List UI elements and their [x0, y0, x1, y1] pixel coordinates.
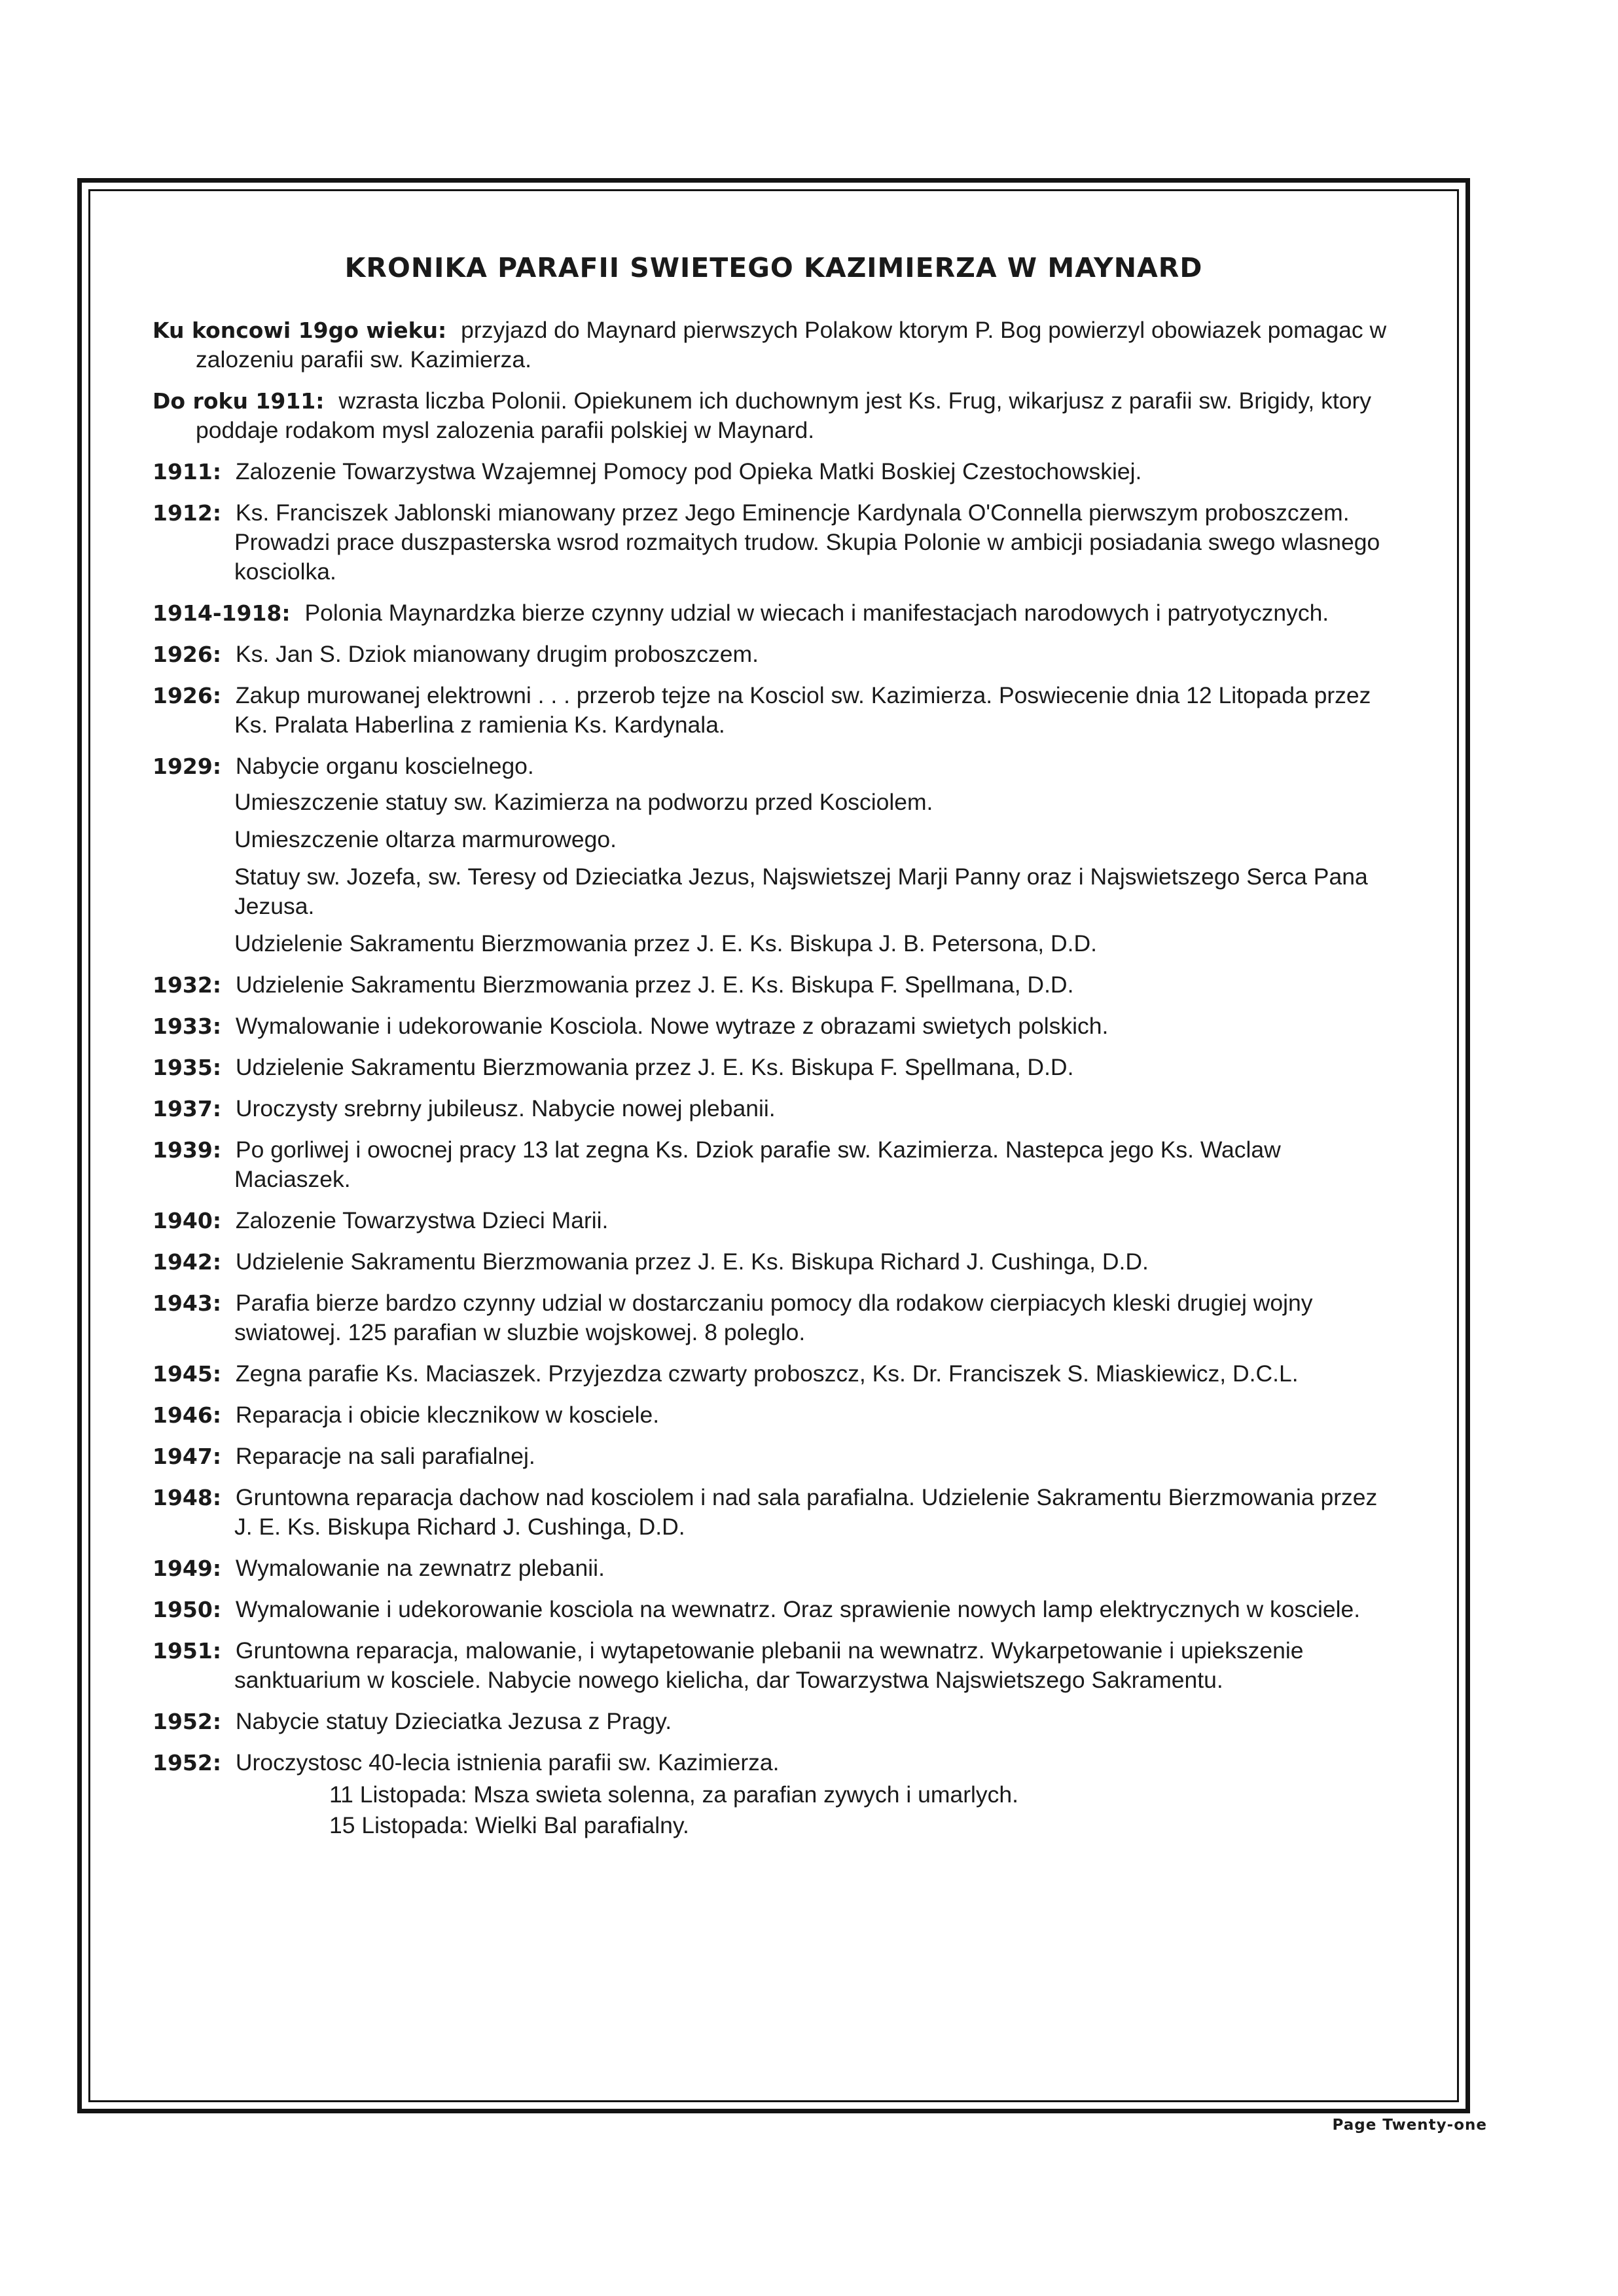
chronicle-entry: [153, 752, 1399, 781]
chronicle-list: [153, 316, 1399, 1842]
chronicle-entry: [153, 386, 1399, 445]
entry-text: przyjazd do Maynard pierwszych Polakow ktorym P. Bog powierzyl obowiazek pomagac w zalozeniu parafii sw. Kazimierza.: [196, 317, 1387, 373]
chronicle-entry: [153, 1442, 1399, 1471]
chronicle-entry: [153, 498, 1399, 587]
entry-text: Wymalowanie i udekorowanie Kosciola. Nowe wytraze z obrazami swietych polskich.: [235, 1013, 1109, 1039]
sub-entry: Umieszczenie statuy sw. Kazimierza na podworzu przed Kosciolem.: [234, 789, 933, 815]
entry-year: 1945:: [153, 1361, 222, 1387]
entry-year: 1942:: [153, 1249, 222, 1275]
entry-text: Gruntowna reparacja dachow nad kosciolem i nad sala parafialna. Udzielenie Sakramentu Bierzmowania przez J. E. Ks. Biskupa Richard J. Cushinga, D.D.: [234, 1484, 1378, 1540]
chronicle-entry: [153, 640, 1399, 669]
entry-year: 1940:: [153, 1208, 222, 1233]
entry-year: 1939:: [153, 1137, 222, 1163]
entry-year: 1946:: [153, 1402, 222, 1428]
entry-text: Wymalowanie na zewnatrz plebanii.: [235, 1555, 605, 1581]
entry-text: Udzielenie Sakramentu Bierzmowania przez J. E. Ks. Biskupa F. Spellmana, D.D.: [235, 1054, 1074, 1080]
entry-text: Uroczystosc 40-lecia istnienia parafii sw. Kazimierza.: [235, 1749, 780, 1776]
entry-text: Ks. Jan S. Dziok mianowany drugim proboszczem.: [235, 641, 759, 667]
entry-text: Zegna parafie Ks. Maciaszek. Przyjezdza czwarty proboszcz, Ks. Dr. Franciszek S. Miaskiewicz, D.C.L.: [235, 1360, 1299, 1387]
sub-entry: Statuy sw. Jozefa, sw. Teresy od Dzieciatka Jezus, Najswietszej Marji Panny oraz i Najswietszego Serca Pana Jezusa.: [234, 864, 1368, 919]
page-number: Page Twenty-one: [1332, 2117, 1487, 2134]
entry-text: wzrasta liczba Polonii. Opiekunem ich duchownym jest Ks. Frug, wikarjusz z parafii sw. Brigidy, ktory poddaje rodakom mysl zalozenia parafii polskiej w Maynard.: [196, 388, 1372, 443]
entry-text: Po gorliwej i owocnej pracy 13 lat zegna Ks. Dziok parafie sw. Kazimierza. Nastepca jego Ks. Waclaw Maciaszek.: [234, 1137, 1281, 1192]
chronicle-entry: [153, 457, 1399, 486]
entry-text: Zalozenie Towarzystwa Wzajemnej Pomocy pod Opieka Matki Boskiej Czestochowskiej.: [235, 458, 1142, 484]
chronicle-entry: [153, 1247, 1399, 1277]
entry-year: 1937:: [153, 1096, 222, 1121]
entry-text: Udzielenie Sakramentu Bierzmowania przez J. E. Ks. Biskupa Richard J. Cushinga, D.D.: [235, 1248, 1149, 1275]
chronicle-entry: [153, 1094, 1399, 1123]
chronicle-entry: [153, 1707, 1399, 1736]
entry-text: Parafia bierze bardzo czynny udzial w dostarczaniu pomocy dla rodakow cierpiacych kleski drugiej wojny swiatowej. 125 parafian w sluzbie wojskowej. 8 poleglo.: [234, 1290, 1313, 1345]
entry-year: 1949:: [153, 1556, 222, 1581]
entry-year: 1926:: [153, 683, 222, 708]
entry-year: 1948:: [153, 1485, 222, 1510]
entry-year: 1952:: [153, 1709, 222, 1734]
entry-year: 1914-1918:: [153, 600, 291, 626]
chronicle-entry: [153, 1554, 1399, 1583]
entry-text: Reparacja i obicie klecznikow w kosciele.: [235, 1402, 660, 1428]
entry-text: Polonia Maynardzka bierze czynny udzial w wiecach i manifestacjach narodowych i patryotycznych.: [304, 600, 1329, 626]
sub-entry: 15 Listopada: Wielki Bal parafialny.: [329, 1812, 689, 1838]
entry-year: 1912:: [153, 500, 222, 526]
chronicle-entry: [153, 1053, 1399, 1082]
entry-year: 1911:: [153, 459, 222, 484]
entry-year: 1947:: [153, 1444, 222, 1469]
entry-year: Do roku 1911:: [153, 388, 325, 414]
entry-year: 1935:: [153, 1055, 222, 1080]
entry-text: Zakup murowanej elektrowni . . . przerob tejze na Kosciol sw. Kazimierza. Poswiecenie dnia 12 Litopada przez Ks. Pralata Haberlina z ramienia Ks. Kardynala.: [234, 682, 1371, 738]
entry-text: Uroczysty srebrny jubileusz. Nabycie nowej plebanii.: [235, 1095, 776, 1121]
chronicle-entry: [153, 1288, 1399, 1347]
sub-entry: Udzielenie Sakramentu Bierzmowania przez J. E. Ks. Biskupa J. B. Petersona, D.D.: [234, 930, 1098, 957]
sub-entry: Umieszczenie oltarza marmurowego.: [234, 826, 617, 852]
entry-year: 1951:: [153, 1638, 222, 1664]
entry-year: 1929:: [153, 754, 222, 779]
entry-text: Gruntowna reparacja, malowanie, i wytapetowanie plebanii na wewnatrz. Wykarpetowanie i upiekszenie sanktuarium w kosciele. Nabycie nowego kielicha, dar Towarzystwa Najswietszego Sakramentu.: [234, 1637, 1304, 1693]
entry-year: 1950:: [153, 1597, 222, 1622]
chronicle-entry: [153, 1359, 1399, 1389]
chronicle-entry: [153, 681, 1399, 740]
entry-text: Wymalowanie i udekorowanie kosciola na wewnatrz. Oraz sprawienie nowych lamp elektrycznych w kosciele.: [235, 1596, 1361, 1622]
chronicle-entry: [153, 1206, 1399, 1235]
entry-year: 1932:: [153, 972, 222, 998]
entry-year: 1926:: [153, 642, 222, 667]
entry-text: Zalozenie Towarzystwa Dzieci Marii.: [235, 1207, 609, 1233]
entry-text: Nabycie organu koscielnego.: [235, 753, 534, 779]
entry-year: 1952:: [153, 1750, 222, 1776]
chronicle-entry: [153, 1636, 1399, 1695]
chronicle-entry: [153, 1748, 1399, 1777]
entry-year: 1943:: [153, 1290, 222, 1316]
entry-text: Reparacje na sali parafialnej.: [235, 1443, 535, 1469]
chronicle-entry: [153, 970, 1399, 1000]
chronicle-entry: [153, 1483, 1399, 1542]
chronicle-entry: [153, 1011, 1399, 1041]
chronicle-entry: [153, 1400, 1399, 1430]
entry-text: Nabycie statuy Dzieciatka Jezusa z Pragy.: [235, 1708, 672, 1734]
chronicle-entry: [153, 598, 1399, 628]
chronicle-entry: [153, 316, 1399, 374]
chronicle-entry: [153, 1135, 1399, 1194]
chronicle-entry: [153, 1595, 1399, 1624]
entry-text: Udzielenie Sakramentu Bierzmowania przez J. E. Ks. Biskupa F. Spellmana, D.D.: [235, 972, 1074, 998]
sub-entry: 11 Listopada: Msza swieta solenna, za parafian zywych i umarlych.: [329, 1781, 1019, 1808]
entry-year: Ku koncowi 19go wieku:: [153, 318, 447, 343]
entry-text: Ks. Franciszek Jablonski mianowany przez Jego Eminencje Kardynala O'Connella pierwszym proboszczem. Prowadzi prace duszpasterska wsrod rozmaitych trudow. Skupia Polonie w ambicji posiadania swego wlasnego kosciolka.: [234, 500, 1380, 585]
page-title: KRONIKA PARAFII SWIETEGO KAZIMIERZA W MAYNARD: [344, 252, 1203, 283]
entry-year: 1933:: [153, 1013, 222, 1039]
